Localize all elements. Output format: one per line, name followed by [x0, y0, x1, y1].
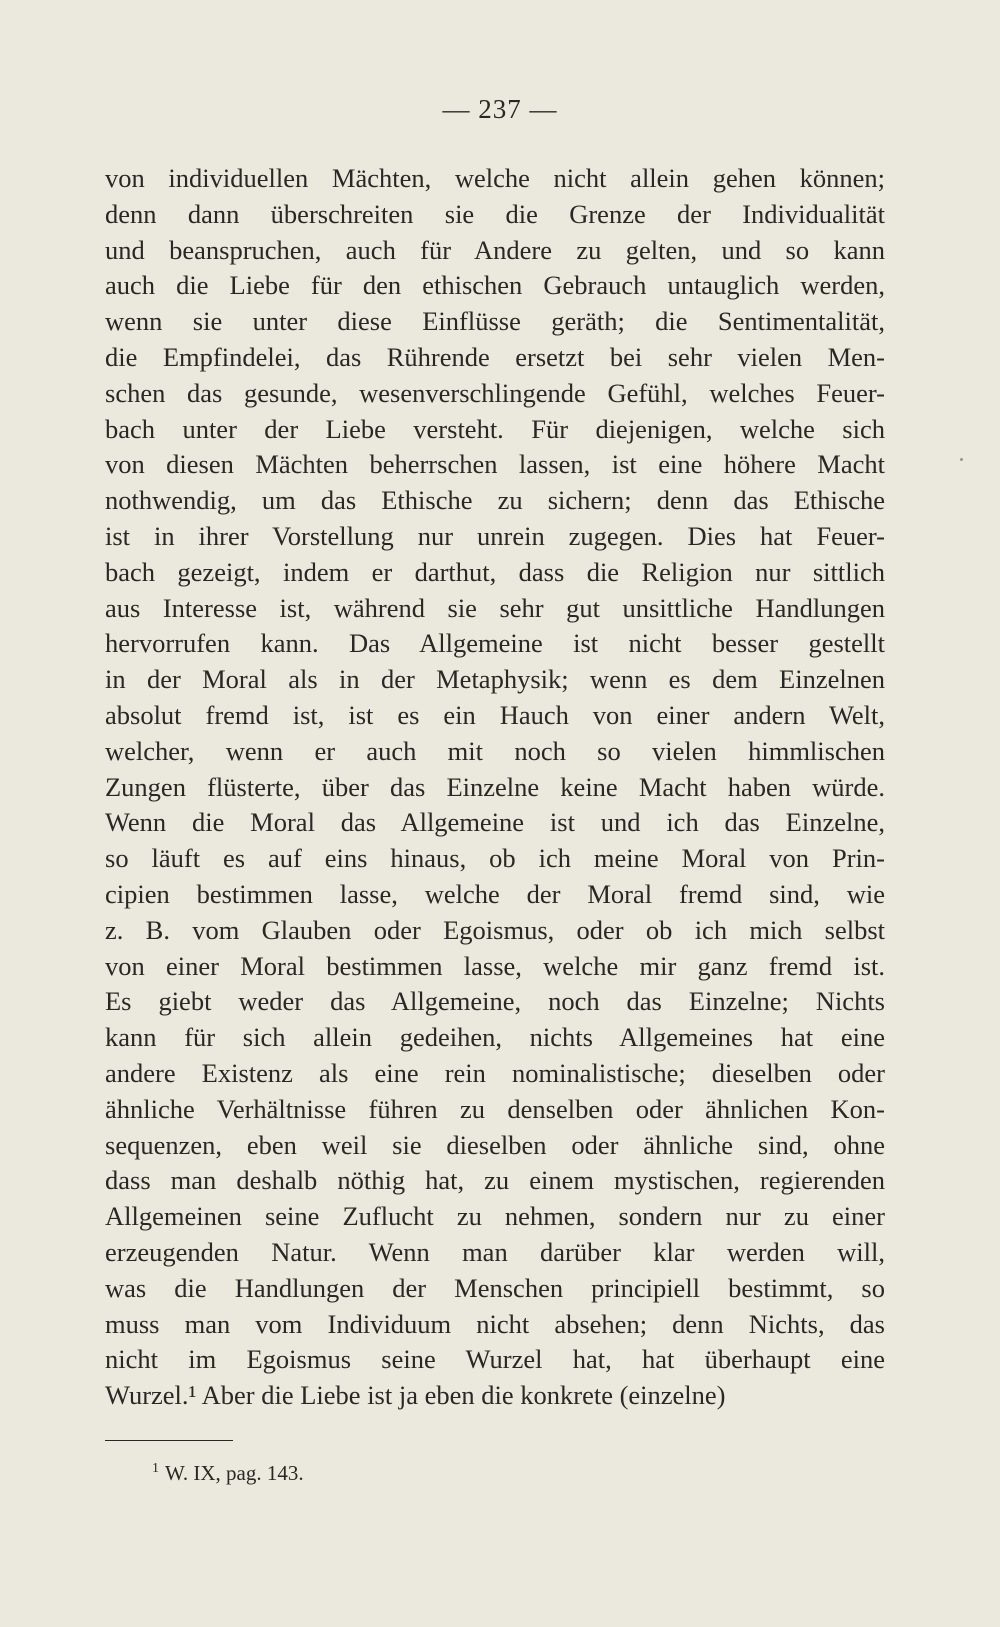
- text-line: muss man vom Individuum nicht absehen; denn Nichts, das: [105, 1308, 885, 1339]
- text-line: von individuellen Mächten, welche nicht allein gehen können;: [105, 163, 885, 193]
- footnote-marker: 1: [152, 1461, 159, 1476]
- text-line: erzeugenden Natur. Wenn man darüber klar werden will,: [105, 1236, 885, 1267]
- text-line: kann für sich allein gedeihen, nichts Allgemeines hat eine: [105, 1022, 885, 1053]
- text-line: Wurzel.¹ Aber die Liebe ist ja eben die konkrete (einzelne): [105, 1380, 726, 1411]
- text-line: denn dann überschreiten sie die Grenze der Individualität: [105, 198, 885, 229]
- text-line: so läuft es auf eins hinaus, ob ich meine Moral von Prin-: [105, 843, 885, 874]
- text-line: cipien bestimmen lasse, welche der Moral fremd sind, wie: [105, 878, 885, 909]
- text-line: wenn sie unter diese Einflüsse geräth; die Sentimentalität,: [105, 306, 885, 337]
- text-line: dass man deshalb nöthig hat, zu einem mystischen, regierenden: [105, 1165, 885, 1196]
- text-line: hervorrufen kann. Das Allgemeine ist nicht besser gestellt: [105, 628, 885, 659]
- text-line: Es giebt weder das Allgemeine, noch das Einzelne; Nichts: [105, 986, 885, 1017]
- text-line: in der Moral als in der Metaphysik; wenn es dem Einzelnen: [105, 664, 885, 695]
- paper-speck: [960, 458, 963, 461]
- footnote-rule: [105, 1440, 233, 1441]
- text-line: z. B. vom Glauben oder Egoismus, oder ob ich mich selbst: [105, 914, 885, 945]
- text-line: auch die Liebe für den ethischen Gebrauch untauglich werden,: [105, 270, 885, 301]
- text-line: was die Handlungen der Menschen principiell bestimmt, so: [105, 1272, 885, 1303]
- text-line: aus Interesse ist, während sie sehr gut unsittliche Handlungen: [105, 592, 885, 623]
- text-line: absolut fremd ist, ist es ein Hauch von einer andern Welt,: [105, 699, 885, 730]
- text-line: von diesen Mächten beherrschen lassen, ist eine höhere Macht: [105, 449, 885, 480]
- text-line: von einer Moral bestimmen lasse, welche mir ganz fremd ist.: [105, 950, 885, 981]
- text-line: sequenzen, eben weil sie dieselben oder ähnliche sind, ohne: [105, 1129, 885, 1160]
- text-line: bach unter der Liebe versteht. Für diejenigen, welche sich: [105, 413, 885, 444]
- text-line: andere Existenz als eine rein nominalistische; dieselben oder: [105, 1057, 885, 1088]
- text-line: ist in ihrer Vorstellung nur unrein zugegen. Dies hat Feuer-: [105, 520, 885, 551]
- text-line: bach gezeigt, indem er darthut, dass die Religion nur sittlich: [105, 556, 885, 587]
- text-line: nothwendig, um das Ethische zu sichern; denn das Ethische: [105, 485, 885, 516]
- footnote: [152, 1461, 304, 1486]
- text-line: Zungen flüsterte, über das Einzelne keine Macht haben würde.: [105, 771, 885, 802]
- text-line: welcher, wenn er auch mit noch so vielen himmlischen: [105, 735, 885, 766]
- footnote-text: W. IX, pag. 143.: [165, 1461, 304, 1485]
- page-number: — 237 —: [442, 94, 558, 124]
- text-line: schen das gesunde, wesenverschlingende Gefühl, welches Feuer-: [105, 377, 885, 408]
- text-line: Wenn die Moral das Allgemeine ist und ich das Einzelne,: [105, 807, 885, 838]
- text-line: nicht im Egoismus seine Wurzel hat, hat überhaupt eine: [105, 1344, 885, 1375]
- body-text: [105, 161, 885, 1414]
- text-line: Allgemeinen seine Zuflucht zu nehmen, sondern nur zu einer: [105, 1201, 885, 1232]
- text-line: ähnliche Verhältnisse führen zu denselben oder ähnlichen Kon-: [105, 1093, 885, 1124]
- text-line: die Empfindelei, das Rührende ersetzt bei sehr vielen Men-: [105, 341, 885, 372]
- text-line: und beanspruchen, auch für Andere zu gelten, und so kann: [105, 234, 885, 265]
